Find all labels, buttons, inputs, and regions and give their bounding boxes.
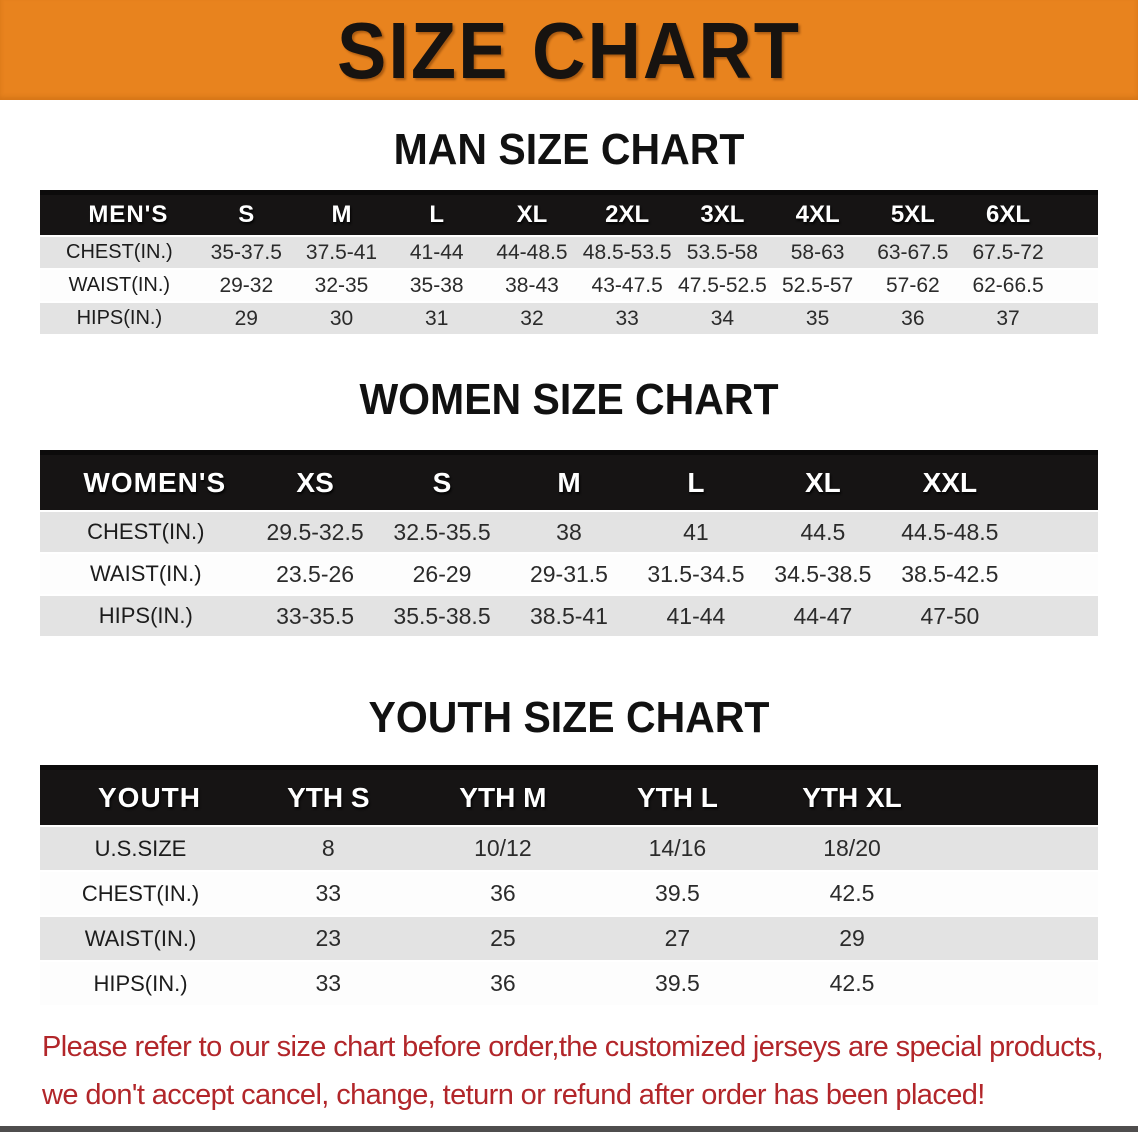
filler-cell	[1013, 512, 1098, 552]
cell-value: 32	[520, 306, 544, 330]
cell-value: 29.5-32.5	[266, 518, 364, 545]
cell-value: 23.5-26	[276, 560, 355, 587]
cell-value: 44.5-48.5	[901, 518, 999, 545]
cell-value: 35-37.5	[210, 240, 282, 264]
row-label: CHEST(IN.)	[81, 880, 200, 906]
cell-value: 38.5-41	[529, 602, 608, 629]
cell-value: 58-63	[790, 240, 845, 264]
women-section-heading: WOMEN SIZE CHART	[359, 374, 779, 424]
filler-cell	[939, 962, 1098, 1005]
column-header: M	[294, 190, 389, 235]
column-header: M	[506, 450, 633, 510]
cell-value: 31.5-34.5	[647, 560, 745, 587]
disclaimer-text	[42, 1023, 1138, 1119]
cell-value: 36	[901, 306, 925, 330]
section-women	[0, 374, 1138, 638]
column-header: S	[379, 450, 506, 510]
cell-value: 34.5-38.5	[774, 560, 872, 587]
cell-value: 38.5-42.5	[901, 560, 999, 587]
table-row	[40, 917, 1098, 960]
table-header-row	[40, 450, 1098, 510]
cell-value: 37	[996, 306, 1020, 330]
cell-value: 36	[490, 880, 516, 906]
row-label: WAIST(IN.)	[89, 561, 202, 586]
cell-value: 43-47.5	[591, 273, 663, 297]
row-label: HIPS(IN.)	[93, 970, 188, 996]
column-header: S	[199, 190, 294, 235]
cell-value: 29-32	[219, 273, 274, 297]
table-row	[40, 270, 1098, 301]
row-label: WAIST(IN.)	[84, 925, 197, 951]
filler-cell	[939, 765, 1098, 825]
cell-value: 18/20	[823, 835, 881, 861]
row-label: U.S.SIZE	[94, 835, 187, 861]
column-header: 2XL	[580, 190, 675, 235]
cell-value: 25	[490, 925, 516, 951]
filler-cell	[939, 917, 1098, 960]
table-corner-label: MEN'S	[40, 190, 199, 235]
column-header: XL	[484, 190, 579, 235]
section-men	[0, 124, 1138, 336]
column-header: L	[632, 450, 759, 510]
cell-value: 30	[329, 306, 354, 330]
filler-cell	[939, 872, 1098, 915]
column-header: YTH S	[241, 765, 416, 825]
cell-value: 33	[315, 880, 342, 906]
column-header: L	[389, 190, 484, 235]
column-header: XL	[759, 450, 886, 510]
cell-value: 32.5-35.5	[393, 518, 491, 545]
men-section-heading: MAN SIZE CHART	[393, 124, 745, 174]
cell-value: 41-44	[409, 240, 464, 264]
cell-value: 36	[490, 970, 516, 996]
column-header: 6XL	[960, 190, 1055, 235]
disclaimer-line-2: we don't accept cancel, change, teturn or refund after order has been placed!	[42, 1079, 985, 1111]
cell-value: 67.5-72	[972, 240, 1044, 264]
column-header: YTH XL	[765, 765, 940, 825]
table-row	[40, 512, 1098, 552]
cell-value: 44.5	[800, 518, 846, 545]
column-header: YTH M	[416, 765, 591, 825]
cell-value: 47-50	[920, 602, 980, 629]
filler-cell	[1056, 303, 1098, 334]
cell-value: 27	[664, 925, 691, 951]
cell-value: 57-62	[885, 273, 940, 297]
row-label: CHEST(IN.)	[87, 519, 205, 544]
cell-value: 29	[839, 925, 865, 951]
column-header: 4XL	[770, 190, 865, 235]
size-chart-content	[0, 124, 1138, 1119]
cell-value: 41	[683, 518, 709, 545]
cell-value: 14/16	[648, 835, 707, 861]
filler-cell	[939, 827, 1098, 870]
cell-value: 33	[315, 970, 342, 996]
cell-value: 23	[315, 925, 342, 951]
cell-value: 38-43	[505, 273, 559, 297]
cell-value: 39.5	[655, 970, 700, 996]
table-corner-label: WOMEN'S	[40, 450, 252, 510]
cell-value: 39.5	[655, 880, 700, 906]
cell-value: 62-66.5	[972, 273, 1044, 297]
cell-value: 48.5-53.5	[582, 240, 672, 264]
cell-value: 35.5-38.5	[393, 602, 491, 629]
row-label: HIPS(IN.)	[98, 603, 193, 628]
table-header-row	[40, 190, 1098, 235]
cell-value: 33	[615, 306, 639, 330]
column-header: 3XL	[675, 190, 770, 235]
table-row	[40, 872, 1098, 915]
filler-cell	[1013, 596, 1098, 636]
youth-section-heading: YOUTH SIZE CHART	[368, 692, 770, 742]
table-row	[40, 827, 1098, 870]
cell-value: 26-29	[412, 560, 472, 587]
cell-value: 52.5-57	[781, 273, 854, 297]
cell-value: 29	[234, 306, 258, 330]
cell-value: 42.5	[829, 880, 875, 906]
cell-value: 38	[556, 518, 582, 545]
table-corner-label: YOUTH	[40, 765, 241, 825]
column-header: 5XL	[865, 190, 960, 235]
banner-title: SIZE CHART	[337, 5, 801, 95]
table-row	[40, 554, 1098, 594]
table-row	[40, 303, 1098, 334]
table-row	[40, 596, 1098, 636]
cell-value: 8	[321, 835, 335, 861]
cell-value: 44-48.5	[496, 240, 568, 264]
filler-cell	[1013, 554, 1098, 594]
row-label: WAIST(IN.)	[68, 274, 171, 296]
column-header: XS	[252, 450, 379, 510]
cell-value: 47.5-52.5	[678, 273, 767, 297]
cell-value: 44-47	[793, 602, 853, 629]
cell-value: 35-38	[409, 273, 464, 297]
cell-value: 29-31.5	[529, 560, 608, 587]
filler-cell	[1056, 190, 1098, 235]
table-row	[40, 237, 1098, 268]
cell-value: 53.5-58	[686, 240, 758, 264]
cell-value: 32-35	[314, 273, 369, 297]
cell-value: 35	[805, 306, 830, 330]
filler-cell	[1056, 237, 1098, 268]
table-header-row	[40, 765, 1098, 825]
filler-cell	[1056, 270, 1098, 301]
row-label: HIPS(IN.)	[76, 307, 163, 329]
size-chart-banner	[0, 0, 1138, 100]
cell-value: 33-35.5	[276, 602, 355, 629]
table-row	[40, 962, 1098, 1005]
cell-value: 63-67.5	[877, 240, 949, 264]
cell-value: 31	[425, 306, 449, 330]
cell-value: 41-44	[666, 602, 726, 629]
column-header: XXL	[886, 450, 1013, 510]
cell-value: 37.5-41	[305, 240, 378, 264]
women-size-table	[40, 448, 1098, 638]
cell-value: 34	[710, 306, 735, 330]
cell-value: 10/12	[474, 835, 532, 861]
youth-size-table	[40, 763, 1098, 1007]
bottom-edge-bar	[0, 1126, 1138, 1132]
section-youth	[0, 692, 1138, 1007]
column-header: YTH L	[590, 765, 765, 825]
disclaimer-line-1: Please refer to our size chart before order,the customized jerseys are special products,	[42, 1031, 1104, 1063]
cell-value: 42.5	[829, 970, 875, 996]
men-size-table	[40, 188, 1098, 336]
filler-cell	[1013, 450, 1098, 510]
row-label: CHEST(IN.)	[66, 241, 173, 263]
